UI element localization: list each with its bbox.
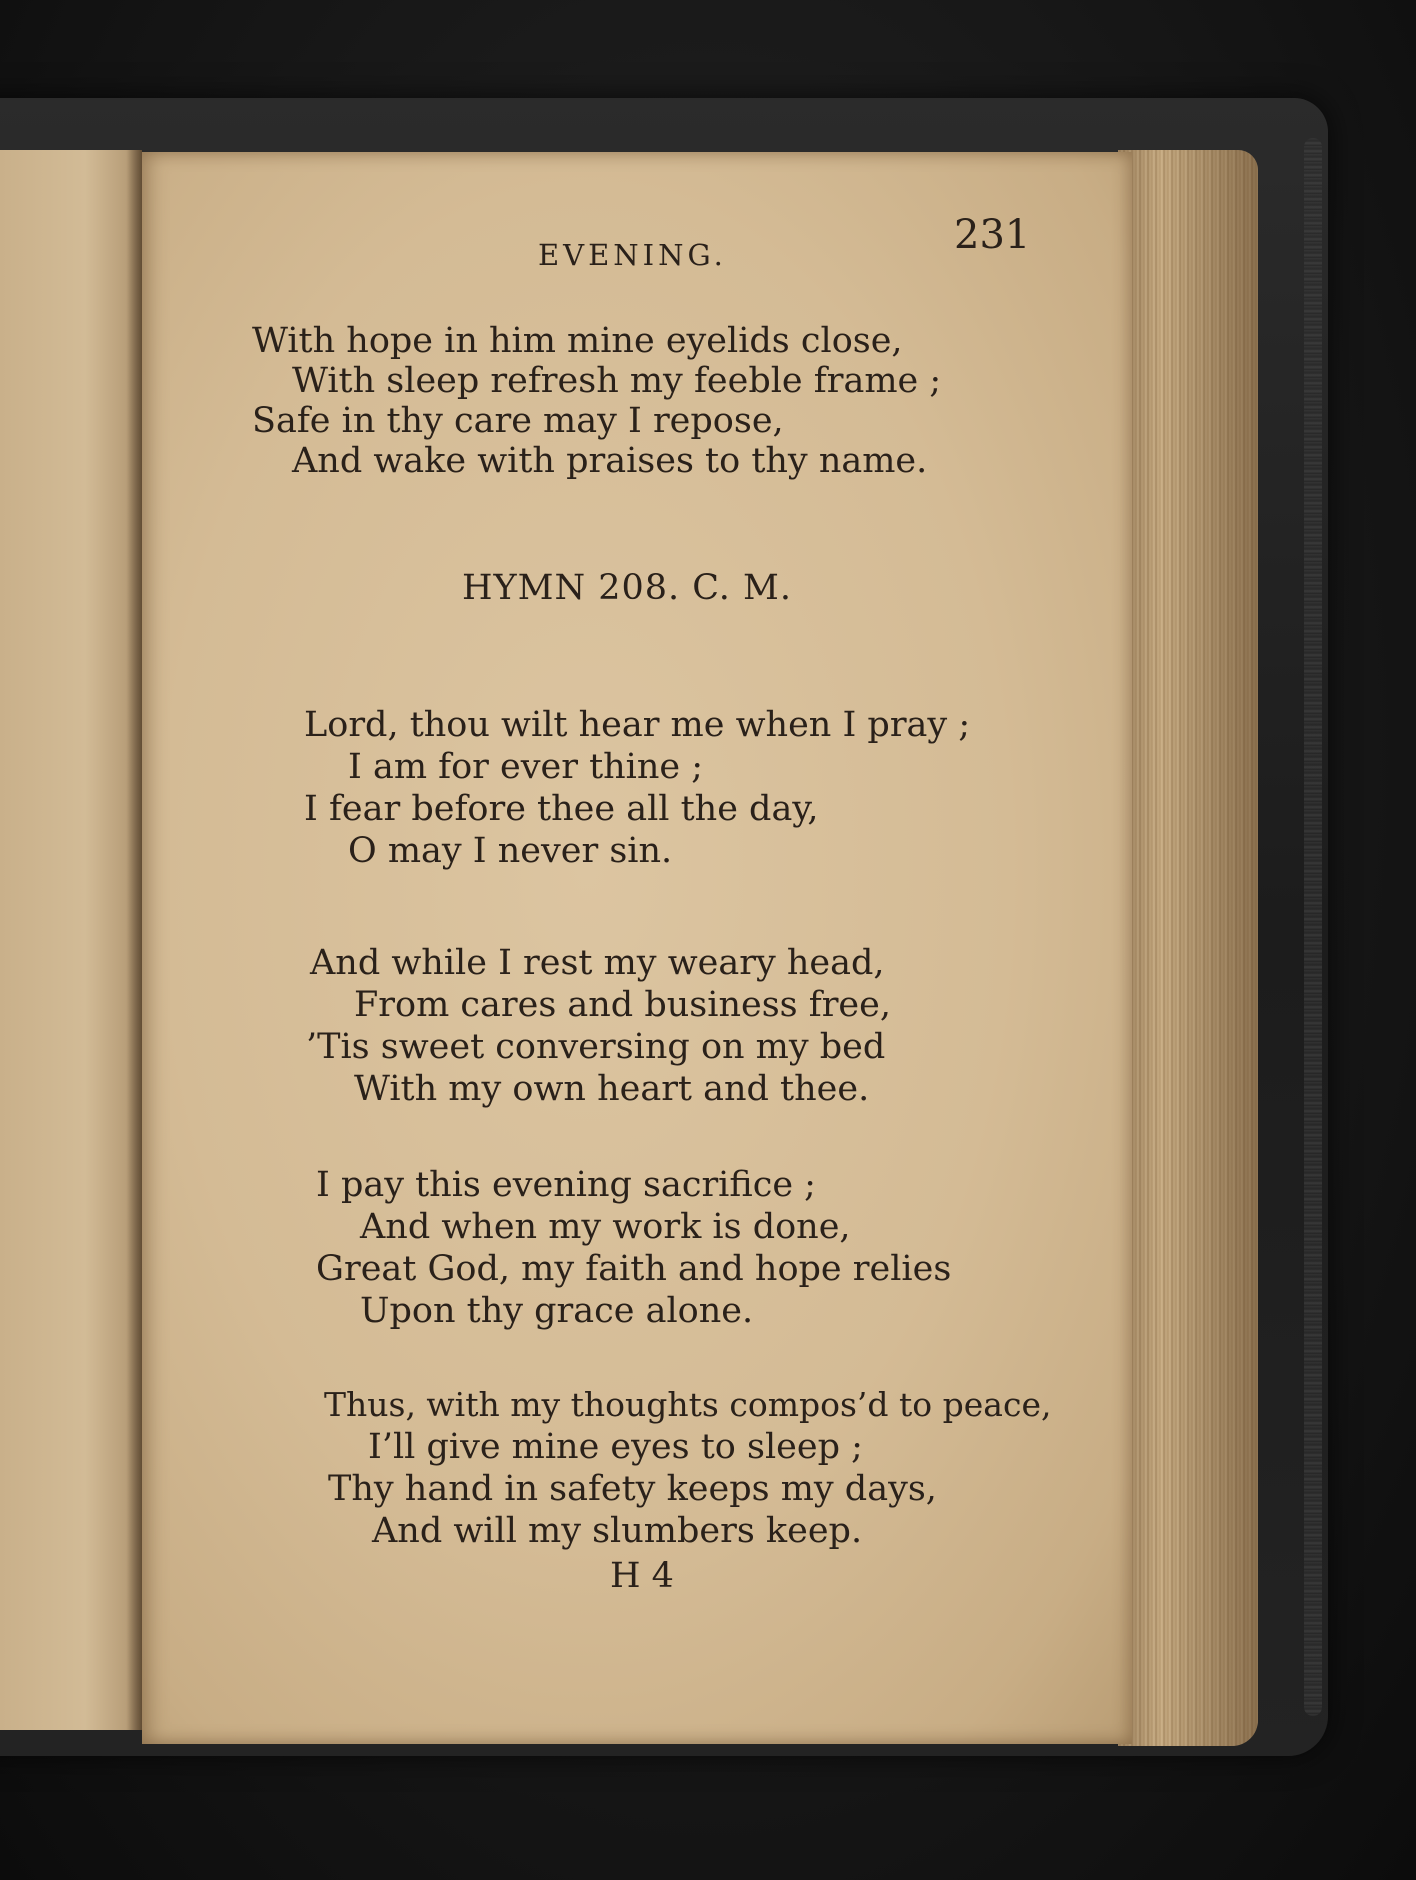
page-edges [1118,150,1258,1746]
verse-line: O may I never sin. [348,831,673,871]
verse-line: With my own heart and thee. [354,1069,870,1109]
verse-line: And when my work is done, [360,1207,851,1247]
signature-mark: H 4 [610,1556,674,1596]
verse-line: Great God, my faith and hope relies [316,1249,952,1289]
hymn-heading: HYMN 208. C. M. [462,568,793,608]
page-number: 231 [954,212,1031,258]
running-head: EVENING. [538,238,727,272]
verse-line: I fear before thee all the day, [304,789,819,829]
verse-line: I pay this evening sacrifice ; [316,1165,816,1205]
facing-page-edge [0,150,142,1730]
verse-line: Lord, thou wilt hear me when I pray ; [304,705,971,745]
verse-line: I’ll give mine eyes to sleep ; [368,1427,863,1467]
book-page [142,152,1132,1744]
verse-line: And wake with praises to thy name. [292,441,928,481]
verse-line: Thy hand in safety keeps my days, [328,1469,937,1509]
verse-line: With sleep refresh my feeble frame ; [292,361,942,401]
verse-line: With hope in him mine eyelids close, [252,321,903,361]
verse-line: From cares and business free, [354,985,891,1025]
verse-line: And will my slumbers keep. [372,1511,863,1551]
verse-line: I am for ever thine ; [348,747,704,787]
verse-line: And while I rest my weary head, [310,943,885,983]
verse-line: Safe in thy care may I repose, [252,401,784,441]
verse-line: Upon thy grace alone. [360,1291,754,1331]
verse-line: Thus, with my thoughts compos’d to peace, [324,1385,1052,1424]
verse-line: ’Tis sweet conversing on my bed [306,1027,886,1067]
